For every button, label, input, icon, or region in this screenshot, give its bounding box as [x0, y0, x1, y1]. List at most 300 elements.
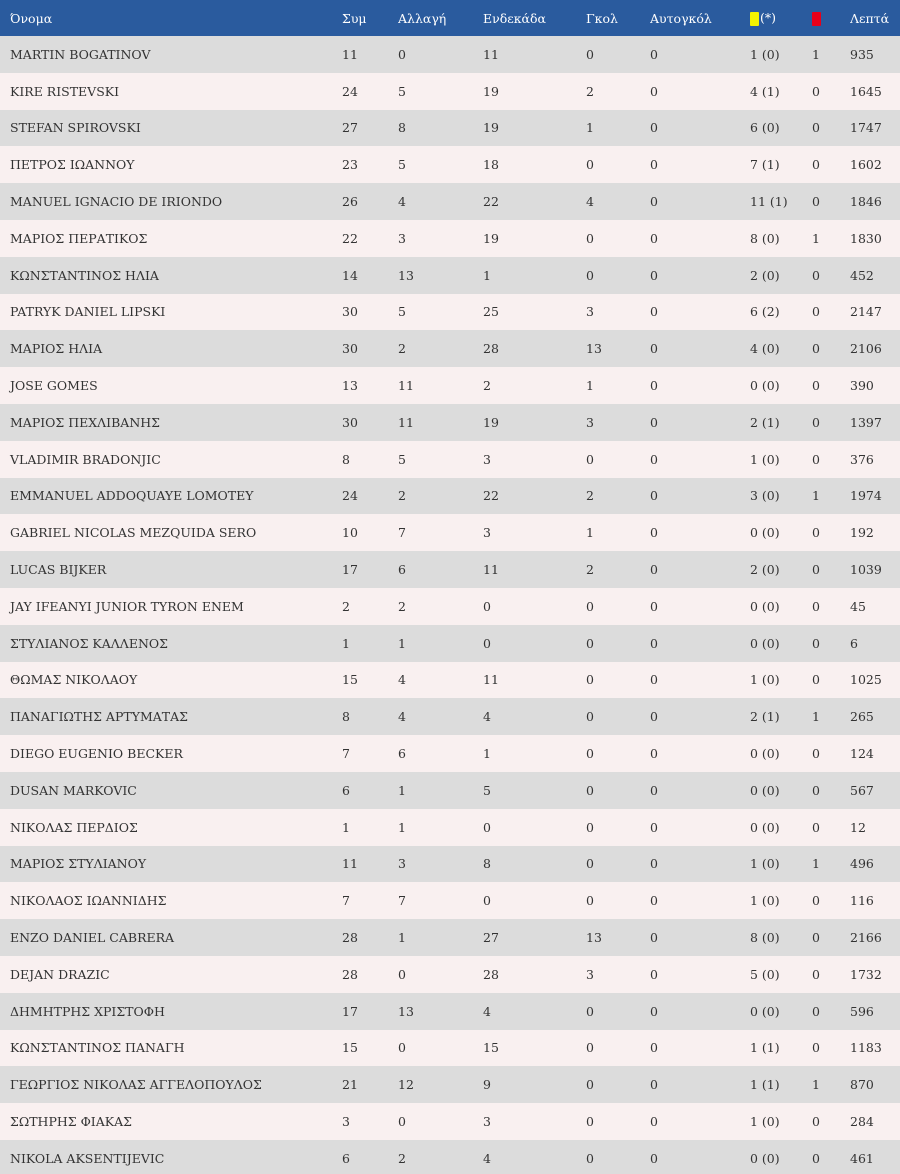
substitute-apps: 4 — [398, 698, 483, 735]
table-row — [0, 183, 900, 220]
starting-apps: 11 — [483, 551, 586, 588]
minutes-played: 6 — [850, 625, 900, 662]
starting-apps: 3 — [483, 441, 586, 478]
substitute-apps: 0 — [398, 956, 483, 993]
goals: 0 — [586, 809, 650, 846]
table-row — [0, 146, 900, 183]
minutes-played: 1846 — [850, 183, 900, 220]
goals: 0 — [586, 220, 650, 257]
goals: 0 — [586, 698, 650, 735]
appearances: 15 — [342, 662, 398, 699]
substitute-apps: 2 — [398, 478, 483, 515]
table-row — [0, 882, 900, 919]
appearances: 13 — [342, 367, 398, 404]
yellow-cards: 1 (0) — [750, 1103, 810, 1140]
player-name[interactable]: ΓΕΩΡΓΙΟΣ ΝΙΚΟΛΑΣ ΑΓΓΕΛΟΠΟΥΛΟΣ — [0, 1066, 342, 1103]
table-row — [0, 478, 900, 515]
header-apps[interactable]: Συμ — [342, 0, 398, 36]
table-row — [0, 404, 900, 441]
yellow-cards: 2 (1) — [750, 698, 810, 735]
own-goals: 0 — [650, 772, 750, 809]
appearances: 6 — [342, 1140, 398, 1174]
starting-apps: 2 — [483, 367, 586, 404]
table-row — [0, 809, 900, 846]
own-goals: 0 — [650, 330, 750, 367]
yellow-cards: 0 (0) — [750, 735, 810, 772]
own-goals: 0 — [650, 36, 750, 73]
substitute-apps: 6 — [398, 735, 483, 772]
goals: 0 — [586, 1103, 650, 1140]
minutes-played: 1397 — [850, 404, 900, 441]
appearances: 2 — [342, 588, 398, 625]
starting-apps: 0 — [483, 625, 586, 662]
goals: 0 — [586, 441, 650, 478]
player-name[interactable]: EMMANUEL ADDOQUAYE LOMOTEY — [0, 478, 342, 515]
minutes-played: 12 — [850, 809, 900, 846]
own-goals: 0 — [650, 1066, 750, 1103]
starting-apps: 8 — [483, 846, 586, 883]
own-goals: 0 — [650, 551, 750, 588]
goals: 0 — [586, 662, 650, 699]
player-name[interactable]: ΠΕΤΡΟΣ ΙΩΑΝΝΟΥ — [0, 146, 342, 183]
appearances: 14 — [342, 257, 398, 294]
own-goals: 0 — [650, 846, 750, 883]
minutes-played: 596 — [850, 993, 900, 1030]
red-cards: 0 — [810, 919, 850, 956]
starting-apps: 27 — [483, 919, 586, 956]
appearances: 10 — [342, 514, 398, 551]
appearances: 23 — [342, 146, 398, 183]
table-row — [0, 772, 900, 809]
appearances: 30 — [342, 404, 398, 441]
appearances: 8 — [342, 698, 398, 735]
player-name[interactable]: PATRYK DANIEL LIPSKI — [0, 294, 342, 331]
own-goals: 0 — [650, 514, 750, 551]
minutes-played: 116 — [850, 882, 900, 919]
player-name[interactable]: STEFAN SPIROVSKI — [0, 110, 342, 147]
starting-apps: 3 — [483, 1103, 586, 1140]
red-cards: 1 — [810, 846, 850, 883]
yellow-cards: 6 (0) — [750, 110, 810, 147]
appearances: 7 — [342, 882, 398, 919]
goals: 1 — [586, 367, 650, 404]
own-goals: 0 — [650, 367, 750, 404]
table-row — [0, 330, 900, 367]
player-name[interactable]: JOSE GOMES — [0, 367, 342, 404]
appearances: 11 — [342, 36, 398, 73]
header-own-goals[interactable]: Αυτογκόλ — [650, 0, 750, 36]
appearances: 15 — [342, 1030, 398, 1067]
starting-apps: 0 — [483, 588, 586, 625]
substitute-apps: 1 — [398, 919, 483, 956]
player-name[interactable]: ΘΩΜΑΣ ΝΙΚΟΛΑΟΥ — [0, 662, 342, 699]
substitute-apps: 5 — [398, 73, 483, 110]
starting-apps: 15 — [483, 1030, 586, 1067]
player-name[interactable]: ΚΩΝΣΤΑΝΤΙΝΟΣ ΠΑΝΑΓΗ — [0, 1030, 342, 1067]
appearances: 30 — [342, 294, 398, 331]
player-name[interactable]: DIEGO EUGENIO BECKER — [0, 735, 342, 772]
goals: 0 — [586, 1030, 650, 1067]
minutes-played: 2147 — [850, 294, 900, 331]
goals: 0 — [586, 257, 650, 294]
minutes-played: 935 — [850, 36, 900, 73]
player-name[interactable]: JAY IFEANYI JUNIOR TYRON ENEM — [0, 588, 342, 625]
minutes-played: 1747 — [850, 110, 900, 147]
starting-apps: 25 — [483, 294, 586, 331]
substitute-apps: 5 — [398, 294, 483, 331]
own-goals: 0 — [650, 956, 750, 993]
yellow-cards: 0 (0) — [750, 625, 810, 662]
red-cards: 1 — [810, 698, 850, 735]
table-row — [0, 919, 900, 956]
minutes-played: 1645 — [850, 73, 900, 110]
substitute-apps: 0 — [398, 1030, 483, 1067]
starting-apps: 19 — [483, 220, 586, 257]
goals: 0 — [586, 36, 650, 73]
red-cards: 0 — [810, 772, 850, 809]
yellow-cards: 0 (0) — [750, 367, 810, 404]
player-name[interactable]: ΣΩΤΗΡΗΣ ΦΙΑΚΑΣ — [0, 1103, 342, 1140]
goals: 0 — [586, 993, 650, 1030]
starting-apps: 4 — [483, 1140, 586, 1174]
appearances: 22 — [342, 220, 398, 257]
red-cards: 0 — [810, 110, 850, 147]
starting-apps: 19 — [483, 73, 586, 110]
minutes-played: 45 — [850, 588, 900, 625]
table-header — [0, 0, 900, 36]
appearances: 21 — [342, 1066, 398, 1103]
red-card-icon — [812, 12, 821, 26]
substitute-apps: 12 — [398, 1066, 483, 1103]
header-goals[interactable]: Γκολ — [586, 0, 650, 36]
goals: 13 — [586, 919, 650, 956]
red-cards: 0 — [810, 993, 850, 1030]
goals: 0 — [586, 1066, 650, 1103]
yellow-cards: 1 (0) — [750, 441, 810, 478]
own-goals: 0 — [650, 662, 750, 699]
red-cards: 0 — [810, 404, 850, 441]
substitute-apps: 3 — [398, 220, 483, 257]
goals: 13 — [586, 330, 650, 367]
yellow-card-note: (*) — [760, 10, 777, 26]
substitute-apps: 0 — [398, 1103, 483, 1140]
substitute-apps: 1 — [398, 625, 483, 662]
player-name[interactable]: ΚΩΝΣΤΑΝΤΙΝΟΣ ΗΛΙΑ — [0, 257, 342, 294]
red-cards: 0 — [810, 625, 850, 662]
yellow-cards: 4 (0) — [750, 330, 810, 367]
own-goals: 0 — [650, 698, 750, 735]
player-name[interactable]: VLADIMIR BRADONJIC — [0, 441, 342, 478]
starting-apps: 4 — [483, 698, 586, 735]
table-row — [0, 735, 900, 772]
minutes-played: 1183 — [850, 1030, 900, 1067]
player-name[interactable]: NIKOLA AKSENTIJEVIC — [0, 1140, 342, 1174]
substitute-apps: 6 — [398, 551, 483, 588]
table-row — [0, 846, 900, 883]
red-cards: 0 — [810, 1103, 850, 1140]
table-row — [0, 993, 900, 1030]
goals: 0 — [586, 882, 650, 919]
appearances: 24 — [342, 73, 398, 110]
starting-apps: 11 — [483, 36, 586, 73]
goals: 0 — [586, 1140, 650, 1174]
red-cards: 1 — [810, 1066, 850, 1103]
minutes-played: 1830 — [850, 220, 900, 257]
table-row — [0, 625, 900, 662]
goals: 2 — [586, 478, 650, 515]
red-cards: 0 — [810, 146, 850, 183]
yellow-cards: 0 (0) — [750, 772, 810, 809]
table-row — [0, 294, 900, 331]
red-cards: 0 — [810, 1030, 850, 1067]
appearances: 3 — [342, 1103, 398, 1140]
goals: 0 — [586, 846, 650, 883]
appearances: 8 — [342, 441, 398, 478]
yellow-cards: 1 (0) — [750, 846, 810, 883]
substitute-apps: 4 — [398, 183, 483, 220]
table-row — [0, 73, 900, 110]
player-name[interactable]: MANUEL IGNACIO DE IRIONDO — [0, 183, 342, 220]
substitute-apps: 7 — [398, 514, 483, 551]
appearances: 27 — [342, 110, 398, 147]
goals: 2 — [586, 73, 650, 110]
red-cards: 0 — [810, 662, 850, 699]
starting-apps: 9 — [483, 1066, 586, 1103]
own-goals: 0 — [650, 1030, 750, 1067]
yellow-cards: 8 (0) — [750, 919, 810, 956]
minutes-played: 2106 — [850, 330, 900, 367]
own-goals: 0 — [650, 146, 750, 183]
starting-apps: 22 — [483, 183, 586, 220]
goals: 2 — [586, 551, 650, 588]
yellow-cards: 2 (1) — [750, 404, 810, 441]
starting-apps: 18 — [483, 146, 586, 183]
minutes-played: 390 — [850, 367, 900, 404]
goals: 0 — [586, 735, 650, 772]
minutes-played: 124 — [850, 735, 900, 772]
player-name[interactable]: KIRE RISTEVSKI — [0, 73, 342, 110]
own-goals: 0 — [650, 993, 750, 1030]
table-row — [0, 36, 900, 73]
own-goals: 0 — [650, 478, 750, 515]
yellow-cards: 1 (1) — [750, 1066, 810, 1103]
starting-apps: 0 — [483, 882, 586, 919]
yellow-cards: 3 (0) — [750, 478, 810, 515]
table-row — [0, 441, 900, 478]
red-cards: 0 — [810, 367, 850, 404]
yellow-cards: 2 (0) — [750, 551, 810, 588]
substitute-apps: 11 — [398, 404, 483, 441]
own-goals: 0 — [650, 1140, 750, 1174]
starting-apps: 1 — [483, 257, 586, 294]
player-name[interactable]: DEJAN DRAZIC — [0, 956, 342, 993]
starting-apps: 1 — [483, 735, 586, 772]
red-cards: 1 — [810, 478, 850, 515]
yellow-card-icon — [750, 12, 759, 26]
yellow-cards: 0 (0) — [750, 588, 810, 625]
table-row — [0, 551, 900, 588]
starting-apps: 4 — [483, 993, 586, 1030]
starting-apps: 28 — [483, 330, 586, 367]
appearances: 1 — [342, 625, 398, 662]
red-cards: 0 — [810, 809, 850, 846]
player-name[interactable]: DUSAN MARKOVIC — [0, 772, 342, 809]
minutes-played: 496 — [850, 846, 900, 883]
minutes-played: 1039 — [850, 551, 900, 588]
starting-apps: 19 — [483, 404, 586, 441]
table-row — [0, 257, 900, 294]
own-goals: 0 — [650, 441, 750, 478]
red-cards: 0 — [810, 183, 850, 220]
substitute-apps: 2 — [398, 588, 483, 625]
goals: 3 — [586, 956, 650, 993]
player-name[interactable]: ΜΑΡΙΟΣ ΠΕΧΛΙΒΑΝΗΣ — [0, 404, 342, 441]
table-row — [0, 956, 900, 993]
own-goals: 0 — [650, 220, 750, 257]
header-red-cards[interactable] — [810, 0, 850, 36]
appearances: 26 — [342, 183, 398, 220]
header-name[interactable]: Όνομα — [0, 0, 342, 36]
yellow-cards: 6 (2) — [750, 294, 810, 331]
player-name[interactable]: ΝΙΚΟΛΑΟΣ ΙΩΑΝΝΙΔΗΣ — [0, 882, 342, 919]
own-goals: 0 — [650, 110, 750, 147]
red-cards: 1 — [810, 36, 850, 73]
substitute-apps: 1 — [398, 772, 483, 809]
red-cards: 0 — [810, 882, 850, 919]
substitute-apps: 2 — [398, 330, 483, 367]
table-row — [0, 220, 900, 257]
red-cards: 0 — [810, 294, 850, 331]
yellow-cards: 2 (0) — [750, 257, 810, 294]
appearances: 24 — [342, 478, 398, 515]
yellow-cards: 5 (0) — [750, 956, 810, 993]
starting-apps: 22 — [483, 478, 586, 515]
own-goals: 0 — [650, 588, 750, 625]
player-name[interactable]: LUCAS BIJKER — [0, 551, 342, 588]
table-row — [0, 514, 900, 551]
substitute-apps: 11 — [398, 367, 483, 404]
player-name[interactable]: ΝΙΚΟΛΑΣ ΠΕΡΔΙΟΣ — [0, 809, 342, 846]
minutes-played: 1025 — [850, 662, 900, 699]
own-goals: 0 — [650, 257, 750, 294]
goals: 3 — [586, 294, 650, 331]
minutes-played: 1732 — [850, 956, 900, 993]
table-row — [0, 662, 900, 699]
red-cards: 0 — [810, 551, 850, 588]
own-goals: 0 — [650, 919, 750, 956]
minutes-played: 461 — [850, 1140, 900, 1174]
appearances: 28 — [342, 919, 398, 956]
yellow-cards: 1 (0) — [750, 662, 810, 699]
player-name[interactable]: GABRIEL NICOLAS MEZQUIDA SERO — [0, 514, 342, 551]
header-yellow-cards[interactable] — [750, 0, 810, 36]
goals: 1 — [586, 110, 650, 147]
yellow-cards: 0 (0) — [750, 514, 810, 551]
own-goals: 0 — [650, 73, 750, 110]
yellow-cards: 0 (0) — [750, 1140, 810, 1174]
yellow-cards: 1 (0) — [750, 882, 810, 919]
own-goals: 0 — [650, 404, 750, 441]
player-name[interactable]: ΠΑΝΑΓΙΩΤΗΣ ΑΡΤΥΜΑΤΑΣ — [0, 698, 342, 735]
appearances: 6 — [342, 772, 398, 809]
goals: 3 — [586, 404, 650, 441]
starting-apps: 5 — [483, 772, 586, 809]
red-cards: 0 — [810, 956, 850, 993]
header-minutes[interactable]: Λεπτά — [850, 0, 900, 36]
header-start[interactable]: Ενδεκάδα — [483, 0, 586, 36]
substitute-apps: 5 — [398, 441, 483, 478]
player-name[interactable]: ΜΑΡΙΟΣ ΣΤΥΛΙΑΝΟΥ — [0, 846, 342, 883]
minutes-played: 376 — [850, 441, 900, 478]
goals: 0 — [586, 588, 650, 625]
header-sub[interactable]: Αλλαγή — [398, 0, 483, 36]
goals: 4 — [586, 183, 650, 220]
red-cards: 0 — [810, 441, 850, 478]
minutes-played: 284 — [850, 1103, 900, 1140]
table-body — [0, 36, 900, 1174]
red-cards: 0 — [810, 514, 850, 551]
own-goals: 0 — [650, 1103, 750, 1140]
red-cards: 0 — [810, 73, 850, 110]
table-row — [0, 367, 900, 404]
yellow-cards: 0 (0) — [750, 993, 810, 1030]
table-row — [0, 1066, 900, 1103]
yellow-cards: 4 (1) — [750, 73, 810, 110]
own-goals: 0 — [650, 882, 750, 919]
red-cards: 0 — [810, 1140, 850, 1174]
table-row — [0, 1140, 900, 1174]
starting-apps: 28 — [483, 956, 586, 993]
player-name[interactable]: ΜΑΡΙΟΣ ΗΛΙΑ — [0, 330, 342, 367]
minutes-played: 452 — [850, 257, 900, 294]
own-goals: 0 — [650, 809, 750, 846]
goals: 0 — [586, 625, 650, 662]
minutes-played: 1602 — [850, 146, 900, 183]
player-name[interactable]: ΔΗΜΗΤΡΗΣ ΧΡΙΣΤΟΦΗ — [0, 993, 342, 1030]
substitute-apps: 2 — [398, 1140, 483, 1174]
table-row — [0, 1103, 900, 1140]
substitute-apps: 1 — [398, 809, 483, 846]
yellow-cards: 11 (1) — [750, 183, 810, 220]
goals: 0 — [586, 772, 650, 809]
red-cards: 1 — [810, 220, 850, 257]
appearances: 17 — [342, 993, 398, 1030]
substitute-apps: 8 — [398, 110, 483, 147]
red-cards: 0 — [810, 735, 850, 772]
starting-apps: 3 — [483, 514, 586, 551]
substitute-apps: 5 — [398, 146, 483, 183]
yellow-cards: 0 (0) — [750, 809, 810, 846]
player-name[interactable]: ΜΑΡΙΟΣ ΠΕΡΑΤΙΚΟΣ — [0, 220, 342, 257]
appearances: 11 — [342, 846, 398, 883]
appearances: 7 — [342, 735, 398, 772]
substitute-apps: 4 — [398, 662, 483, 699]
player-name[interactable]: ENZO DANIEL CABRERA — [0, 919, 342, 956]
starting-apps: 11 — [483, 662, 586, 699]
minutes-played: 870 — [850, 1066, 900, 1103]
red-cards: 0 — [810, 257, 850, 294]
own-goals: 0 — [650, 294, 750, 331]
table-row — [0, 110, 900, 147]
own-goals: 0 — [650, 735, 750, 772]
substitute-apps: 13 — [398, 257, 483, 294]
player-name[interactable]: ΣΤΥΛΙΑΝΟΣ ΚΑΛΛΕΝΟΣ — [0, 625, 342, 662]
starting-apps: 0 — [483, 809, 586, 846]
minutes-played: 2166 — [850, 919, 900, 956]
appearances: 17 — [342, 551, 398, 588]
player-name[interactable]: MARTIN BOGATINOV — [0, 36, 342, 73]
minutes-played: 1974 — [850, 478, 900, 515]
